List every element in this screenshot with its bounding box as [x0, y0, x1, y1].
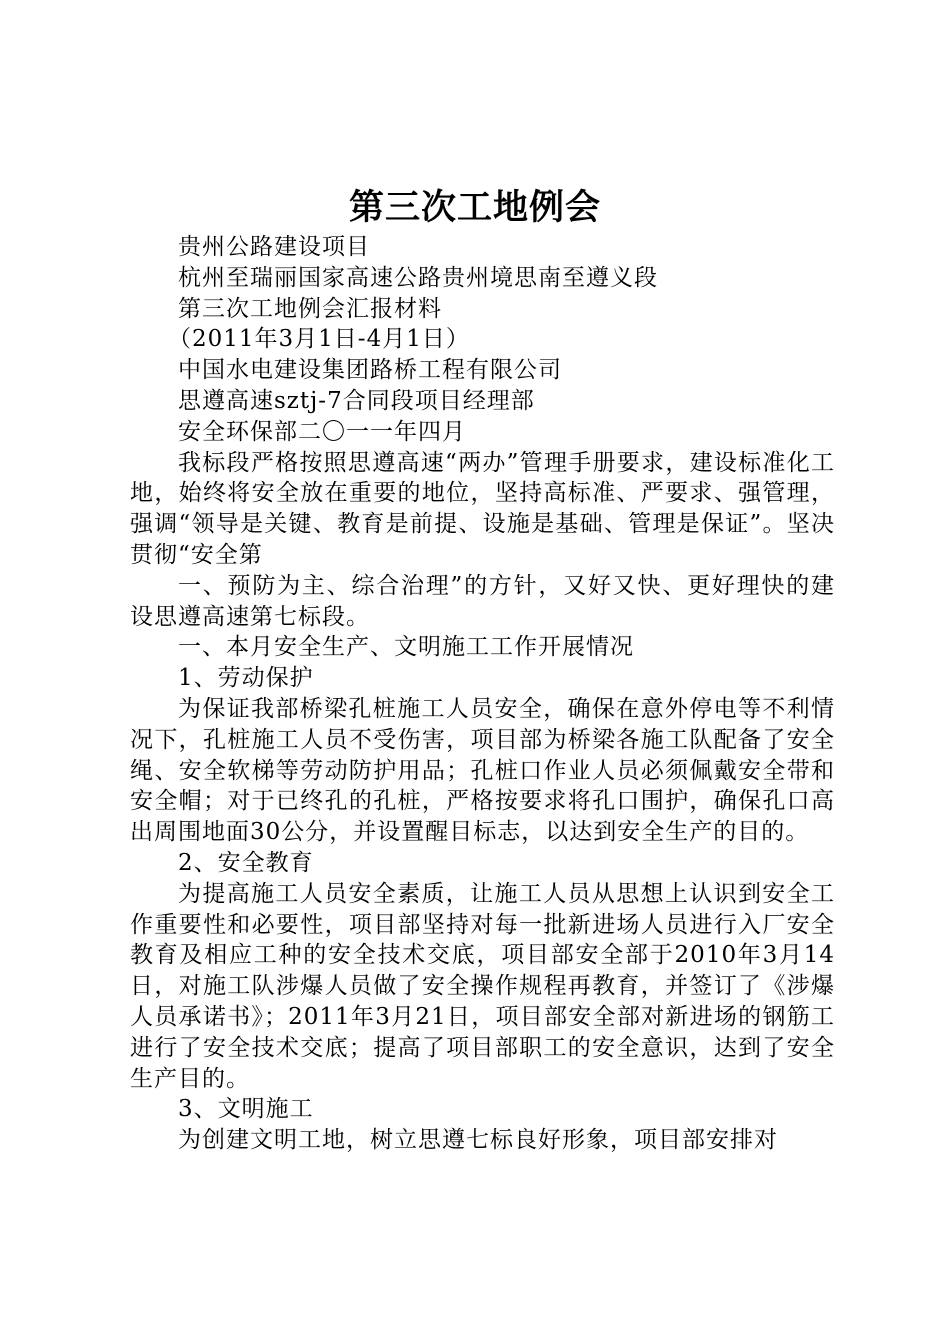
safety-education-paragraph: 为提高施工人员安全素质，让施工人员从思想上认识到安全工作重要性和必要性，项目部坚持对每一批新进场人员进行入厂安全教育及相应工种的安全技术交底，项目部安全部于2010年3月14日，对施工队涉爆人员做了安全操作规程再教育，并签订了《涉爆人员承诺书》；2011年3月21日，项目部安全部对新进场的钢筋工进行了安全技术交底；提高了项目部职工的安全意识，达到了安全生产目的。 — [130, 880, 835, 1092]
labor-protection-paragraph: 为保证我部桥梁孔桩施工人员安全，确保在意外停电等不利情况下，孔桩施工人员不受伤害，项目部为桥梁各施工队配备了安全绳、安全软梯等劳动防护用品；孔桩口作业人员必须佩戴安全带和安全帽；对于已终孔的孔桩，严格按要求将孔口围护，确保孔口高出周围地面30公分，并设置醒目标志，以达到安全生产的目的。 — [130, 695, 835, 846]
subsection-heading-labor: 1、劳动保护 — [178, 665, 314, 692]
intro-paragraph: 我标段严格按照思遵高速“两办”管理手册要求，建设标准化工地，始终将安全放在重要的地位，坚持高标准、严要求、强管理，强调“领导是关键、教育是前提、设施是基础、管理是保证”。坚决贯彻“安全第 — [130, 449, 835, 568]
document-title: 第三次工地例会 — [348, 187, 601, 228]
report-period: （2011年3月1日-4月1日） — [168, 326, 470, 353]
subsection-heading-education: 2、安全教育 — [178, 849, 314, 876]
department-date: 安全环保部二〇一一年四月 — [178, 418, 466, 445]
section-heading: 一、本月安全生产、文明施工工作开展情况 — [178, 634, 634, 661]
document-body — [130, 232, 835, 1156]
company-name: 中国水电建设集团路桥工程有限公司 — [178, 357, 562, 384]
road-section: 杭州至瑞丽国家高速公路贵州境思南至遵义段 — [178, 264, 658, 291]
project-name: 贵州公路建设项目 — [178, 234, 370, 260]
intro-paragraph-continued: 一、预防为主、综合治理”的方针，又好又快、更好理快的建设思遵高速第七标段。 — [130, 572, 835, 630]
civilized-construction-paragraph: 为创建文明工地，树立思遵七标良好形象，项目部安排对 — [178, 1127, 778, 1154]
project-department: 思遵高速sztj-7合同段项目经理部 — [178, 387, 535, 414]
report-title: 第三次工地例会汇报材料 — [178, 295, 442, 322]
subsection-heading-civilized: 3、文明施工 — [178, 1096, 314, 1123]
